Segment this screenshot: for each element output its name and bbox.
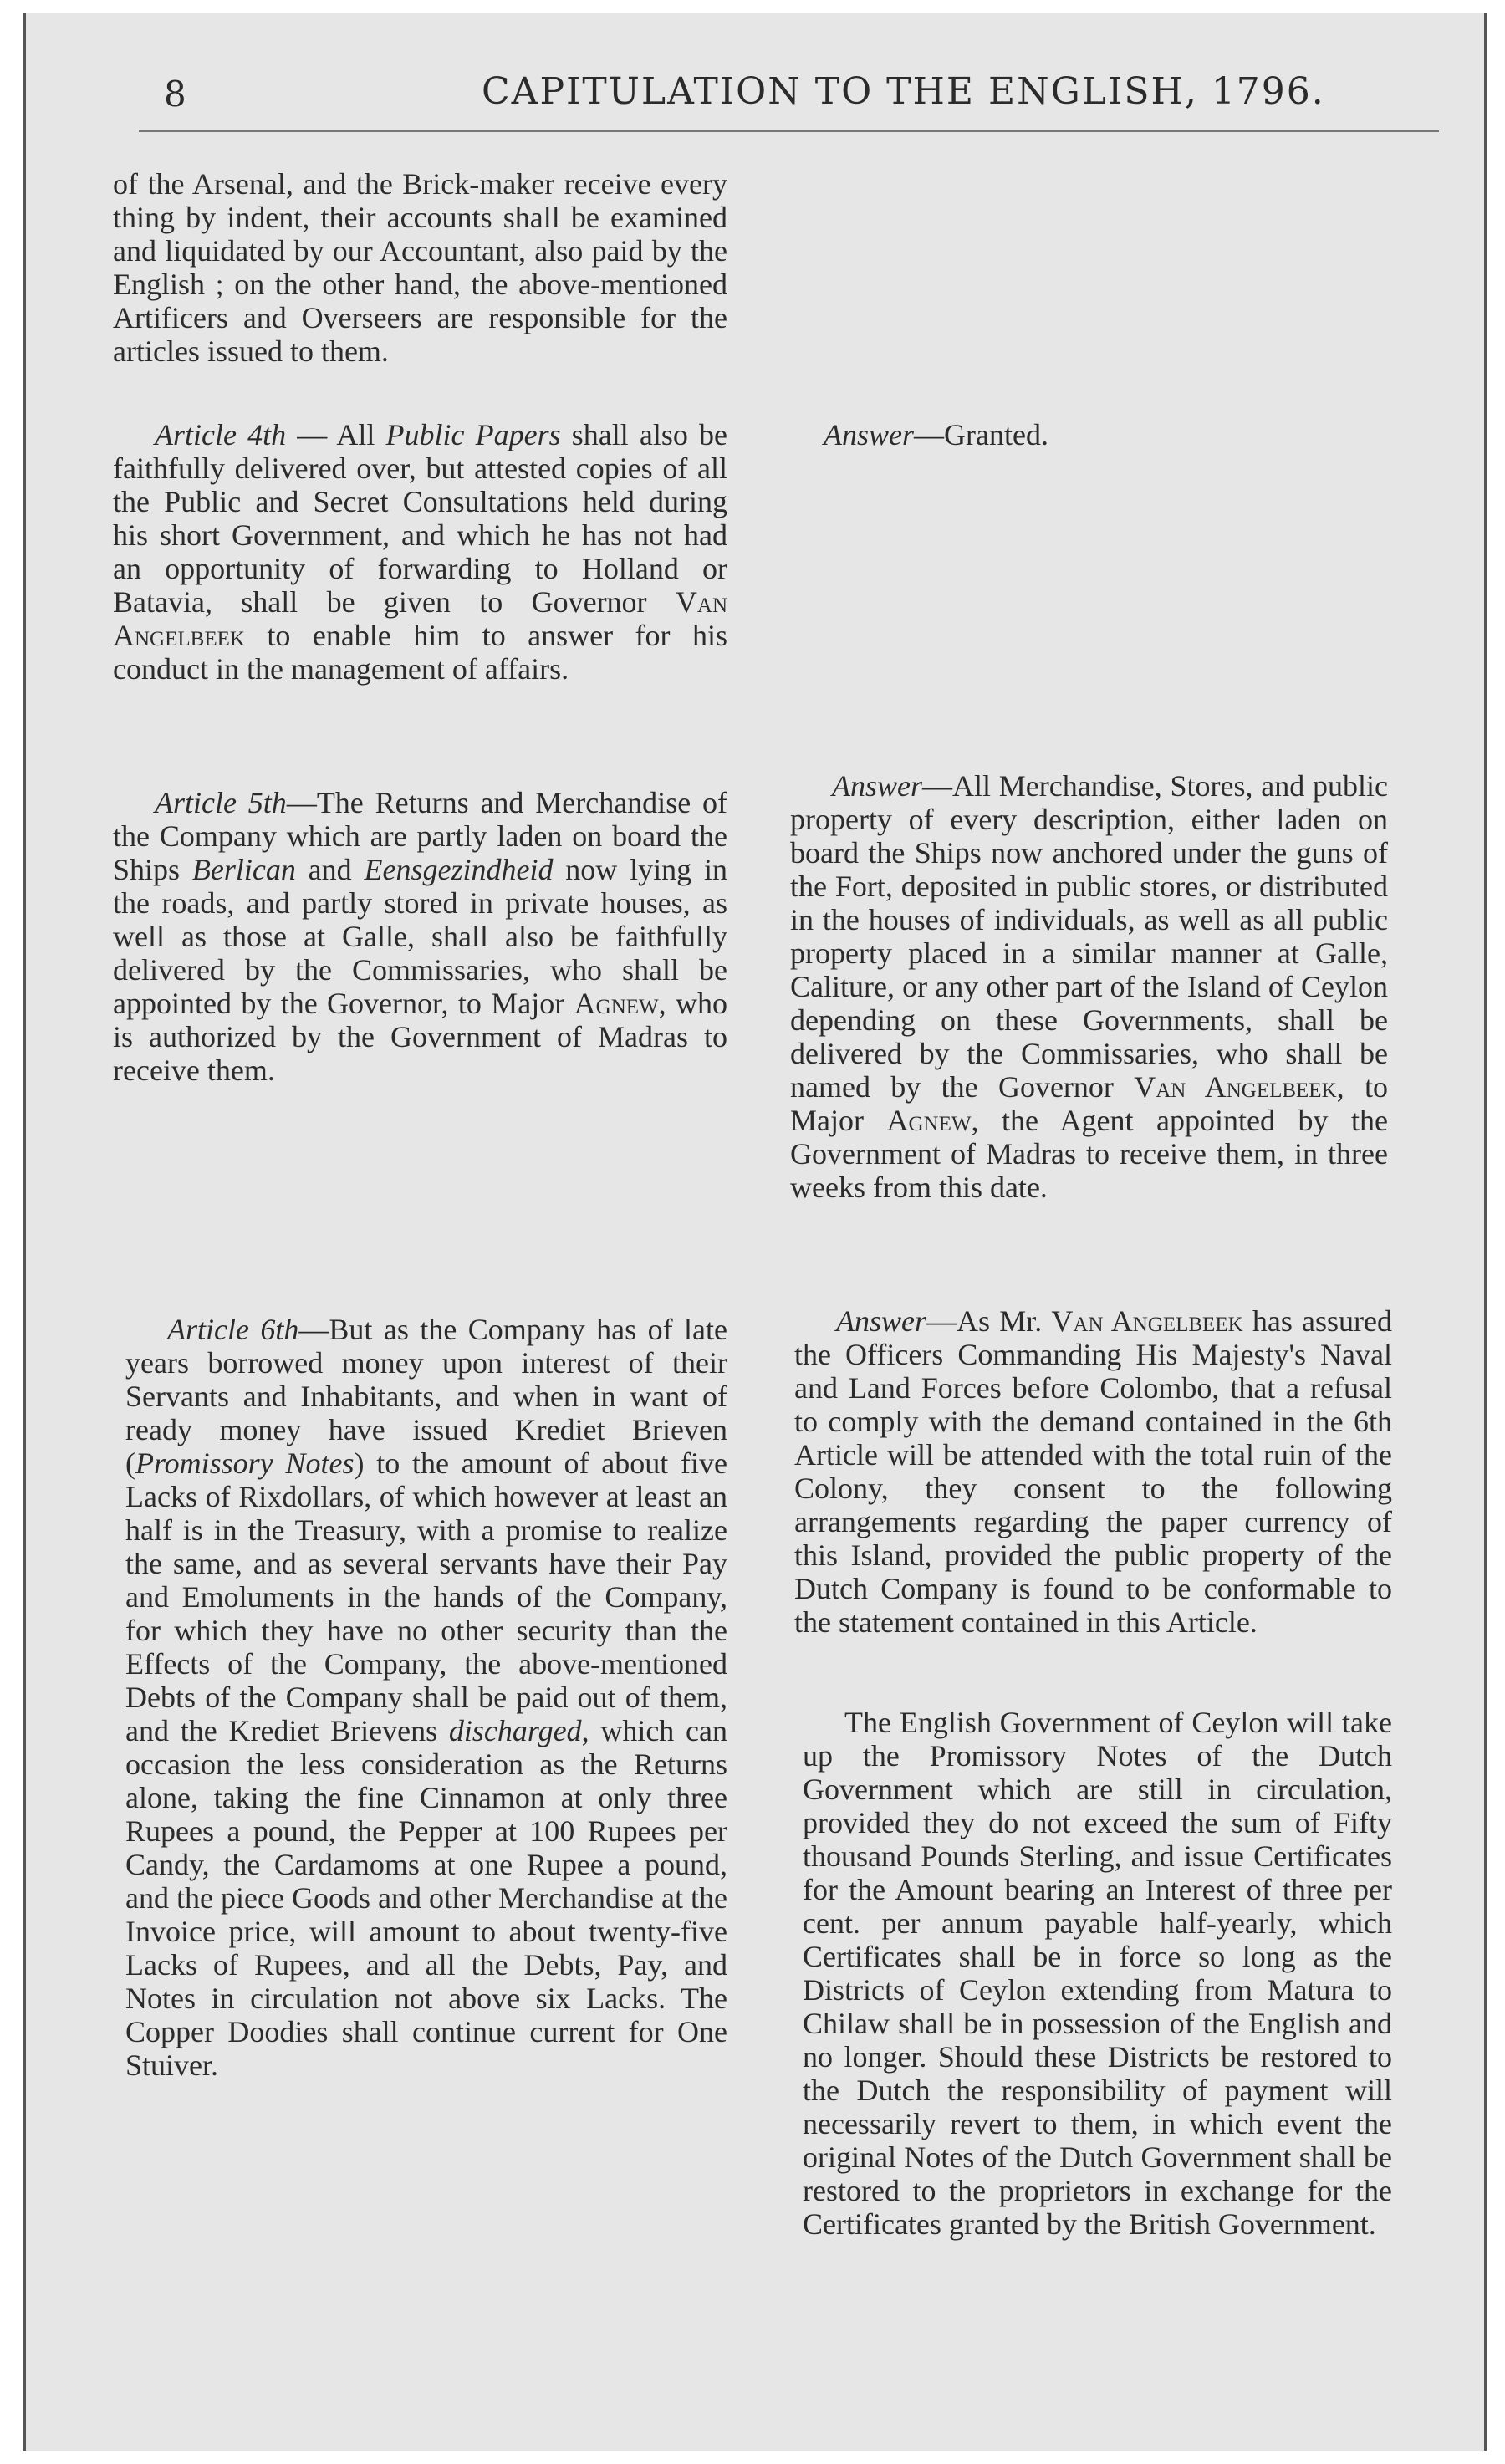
article-4-lead: Article 4th	[155, 418, 287, 451]
article-6-lead: Article 6th	[167, 1313, 299, 1346]
answer-4-text: —Granted.	[914, 418, 1048, 451]
article-4	[113, 418, 727, 686]
article-6-text-1: —But as the Company has of late years borrowed money upon interest of their Servants and Inhabitants, and when in want of ready money have issued Krediet Brieven (	[125, 1313, 727, 1480]
page-header	[139, 64, 1435, 130]
article-5-ship-1: Berlican	[191, 853, 296, 886]
article-4-text-2: shall also be faithfully delivered over, but attested copies of all the Public and Secret Consultations held during his short Government, and which he has not had an opportunity of forwarding to Holland or Batavia, shall be given to Governor	[113, 418, 728, 619]
answer-6-lead: Answer	[836, 1304, 926, 1338]
article-6-italic-2: discharged	[448, 1714, 582, 1747]
article-5-text-1: —The Returns and Merchandise of the Company which are partly laden on board the Ships	[113, 786, 727, 886]
article-4-italic-1: Public Papers	[385, 418, 561, 451]
answer-6-text-2: has assured the Officers Commanding His Majesty's Naval and Land Forces before Colombo, that a refusal to comply with the demand contained in the 6th Article will be attended with the total ruin of the Colony, they consent to the following arrangements regarding the paper currency of this Island, provided the public property of the Dutch Company is found to be conformable to the statement contained in this Article.	[794, 1304, 1392, 1639]
answer-5-name-1: Van Angelbeek	[1134, 1070, 1337, 1104]
answer-6-name: Van Angelbeek	[1051, 1304, 1243, 1338]
article-4-name: Van Angelbeek	[113, 585, 727, 652]
article-5-name: Agnew	[574, 987, 659, 1020]
answer-4	[824, 418, 1392, 451]
article-5-ship-2: Eensgezindheid	[364, 853, 554, 886]
article-6-text-2: ) to the amount of about five Lacks of Rixdollars, of which however at least an half is in the Treasury, with a promise to realize the same, and as several servants have their Pay and Emoluments in the hands of the Company, for which they have no other security than the Effects of the Company, the above-mentioned Debts of the Company shall be paid out of them, and the Krediet Brievens	[125, 1446, 727, 1747]
article-6	[125, 1313, 727, 2082]
article-5-text-4: , who is authorized by the Government of Madras to receive them.	[113, 987, 728, 1087]
article-4-text-3: to enable him to answer for his conduct in the management of affairs.	[113, 619, 727, 686]
header-rule	[139, 130, 1439, 132]
article-4-text-1: — All	[286, 418, 386, 451]
answer-5-text-1: —All Merchandise, Stores, and public property of every description, either laden on board the Ships now anchored under the guns of the Fort, deposited in public stores, or distributed in the houses of individuals, as well as all public property placed in a similar manner at Galle, Caliture, or any other part of the Island of Ceylon depending on these Governments, shall be delivered by the Commissaries, who shall be named by the Governor	[790, 769, 1388, 1104]
answer-5-text-3: , the Agent appointed by the Government of Madras to receive them, in three weeks from this date.	[790, 1104, 1388, 1204]
answer-5	[790, 769, 1388, 1204]
answer-4-lead: Answer	[824, 418, 914, 451]
article-5	[113, 786, 727, 1087]
article-5-lead: Article 5th	[155, 786, 287, 819]
article-6-text-3: , which can occasion the less consideration as the Returns alone, taking the fine Cinnamon at only three Rupees a pound, the Pepper at 100 Rupees per Candy, the Cardamoms at one Rupee a pound, and the piece Goods and other Merchandise at the Invoice price, will amount to about twenty-five Lacks of Rupees, and all the Debts, Pay, and Notes in circulation not above six Lacks. The Copper Doodies shall continue current for One Stuiver.	[125, 1714, 728, 2082]
continued-paragraph: of the Arsenal, and the Brick-maker receive every thing by indent, their accounts shall be examined and liquidated by our Accountant, also paid by the English ; on the other hand, the above-mentioned Artificers and Overseers are responsible for the articles issued to them.	[113, 167, 727, 368]
article-5-text-2: and	[295, 853, 365, 886]
answer-5-text-2: , to Major	[790, 1070, 1388, 1137]
answer-6-continued: The English Government of Ceylon will take up the Promissory Notes of the Dutch Government which are still in circulation, provided they do not exceed the sum of Fifty thousand Pounds Sterling, and issue Certificates for the Amount bearing an Interest of three per cent. per annum payable half-yearly, which Certificates shall be in force so long as the Districts of Ceylon extending from Matura to Chilaw shall be in possession of the English and no longer. Should these Districts be restored to the Dutch the responsibility of payment will necessarily revert to them, in which event the original Notes of the Dutch Government shall be restored to the proprietors in exchange for the Certificates granted by the British Government.	[803, 1706, 1392, 2241]
article-5-text-3: now lying in the roads, and partly stored in private houses, as well as those at Galle, shall also be faithfully delivered by the Commissaries, who shall be appointed by the Governor, to Major	[113, 853, 727, 1020]
answer-6-text-1: —As Mr.	[926, 1304, 1052, 1338]
answer-5-name-2: Agnew	[886, 1104, 972, 1137]
answer-6	[794, 1304, 1392, 1639]
article-6-italic-1: Promissory Notes	[135, 1446, 355, 1480]
answer-5-lead: Answer	[832, 769, 922, 803]
page-number: 8	[164, 74, 186, 115]
running-title: CAPITULATION TO THE ENGLISH, 1796.	[482, 70, 1325, 113]
